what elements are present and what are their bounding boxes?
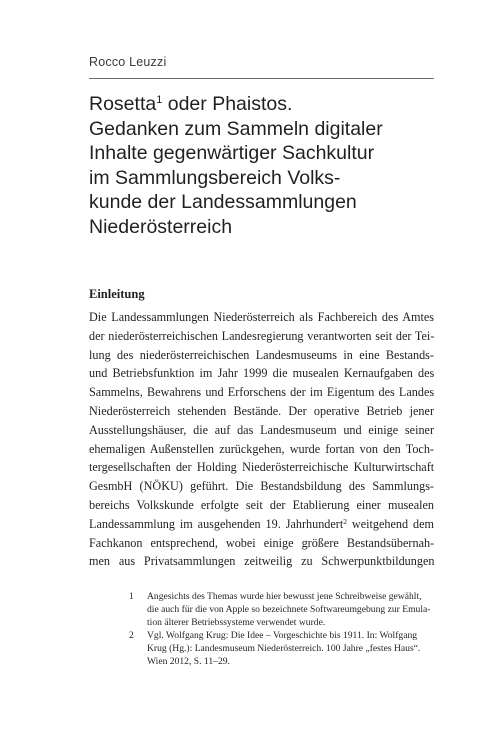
title-line: im Sammlungsbereich Volks- xyxy=(89,166,341,189)
body-line: und Betriebsfunktion im Jahr 1999 die musealen Kernaufgaben des xyxy=(89,366,434,381)
footnote-line: tion älterer Betriebssysteme verwendet wurde. xyxy=(147,617,326,628)
title-line xyxy=(89,92,449,117)
body-line: lung des niederösterreichischen Landesmuseums in eine Bestands- xyxy=(89,347,434,362)
footnote-line: Vgl. Wolfgang Krug: Die Idee – Vorgeschichte bis 1911. In: Wolfgang xyxy=(147,630,418,641)
footnote-ref-1[interactable]: 1 xyxy=(156,94,163,106)
title-line: Gedanken zum Sammeln digitaler xyxy=(89,117,383,140)
footnote-number: 2 xyxy=(129,630,134,641)
body-line-post: weitgehend dem xyxy=(347,516,434,531)
title-rest: oder Phaistos. xyxy=(162,93,293,115)
footnote-ref-2[interactable]: 2 xyxy=(343,516,347,526)
footnote-1 xyxy=(89,590,434,629)
body-line: Niederösterreich stehenden Bestände. Der operative Betrieb jener xyxy=(89,403,434,418)
body-paragraph xyxy=(89,308,434,571)
body-line: tergesellschaften der Holding Niederösterreichische Kulturwirtschaft xyxy=(89,460,434,475)
author-name: Rocco Leuzzi xyxy=(89,55,167,69)
body-line: Ausstellungshäuser, die auf das Landesmuseum und einige seiner xyxy=(89,422,434,437)
footnotes xyxy=(89,590,434,668)
title-line: kunde der Landessammlungen xyxy=(89,191,357,213)
body-line: Fachkanon entsprechend, wobei einige größere Bestandsübernah- xyxy=(89,535,434,550)
footnote-line: die auch für die von Apple so bezeichnete Softwareumgebung zur Emula- xyxy=(147,604,431,615)
body-line: men aus Privatsammlungen zeitweilig zu Schwerpunktbildungen xyxy=(89,554,434,569)
footnote-number: 1 xyxy=(129,591,134,602)
section-heading: Einleitung xyxy=(89,287,145,301)
body-line: bereichs Volkskunde erfolgte seit der Etablierung einer musealen xyxy=(89,497,434,512)
body-line-pre: Landessammlung im ausgehenden 19. Jahrhundert xyxy=(89,516,344,531)
header-rule xyxy=(89,78,434,79)
footnote-line: Wien 2012, S. 11–29. xyxy=(147,656,230,667)
body-line: Sammelns, Bewahrens und Erforschens der im Eigentum des Landes xyxy=(89,385,434,400)
title-line: Inhalte gegenwärtiger Sachkultur xyxy=(89,142,375,164)
footnote-line: Angesichts des Themas wurde hier bewusst jene Schreibweise gewählt, xyxy=(147,591,422,602)
title-main: Rosetta xyxy=(89,93,157,115)
body-line: GesmbH (NÖKU) geführt. Die Bestandsbildung des Sammlungs- xyxy=(89,479,434,494)
title-line: Niederösterreich xyxy=(89,215,233,238)
body-line xyxy=(89,515,434,534)
body-line: ehemaligen Außenstellen zurückgehen, wurde fortan von den Toch- xyxy=(89,441,434,456)
footnote-line: Krug (Hg.): Landesmuseum Niederösterreich. 100 Jahre „festes Haus“. xyxy=(147,643,421,654)
footnote-2 xyxy=(89,629,434,668)
body-line: Die Landessammlungen Niederösterreich als Fachbereich des Amtes xyxy=(89,310,434,324)
body-line: der niederösterreichischen Landesregierung verantworten seit der Tei- xyxy=(89,328,434,343)
article-title xyxy=(89,92,449,239)
